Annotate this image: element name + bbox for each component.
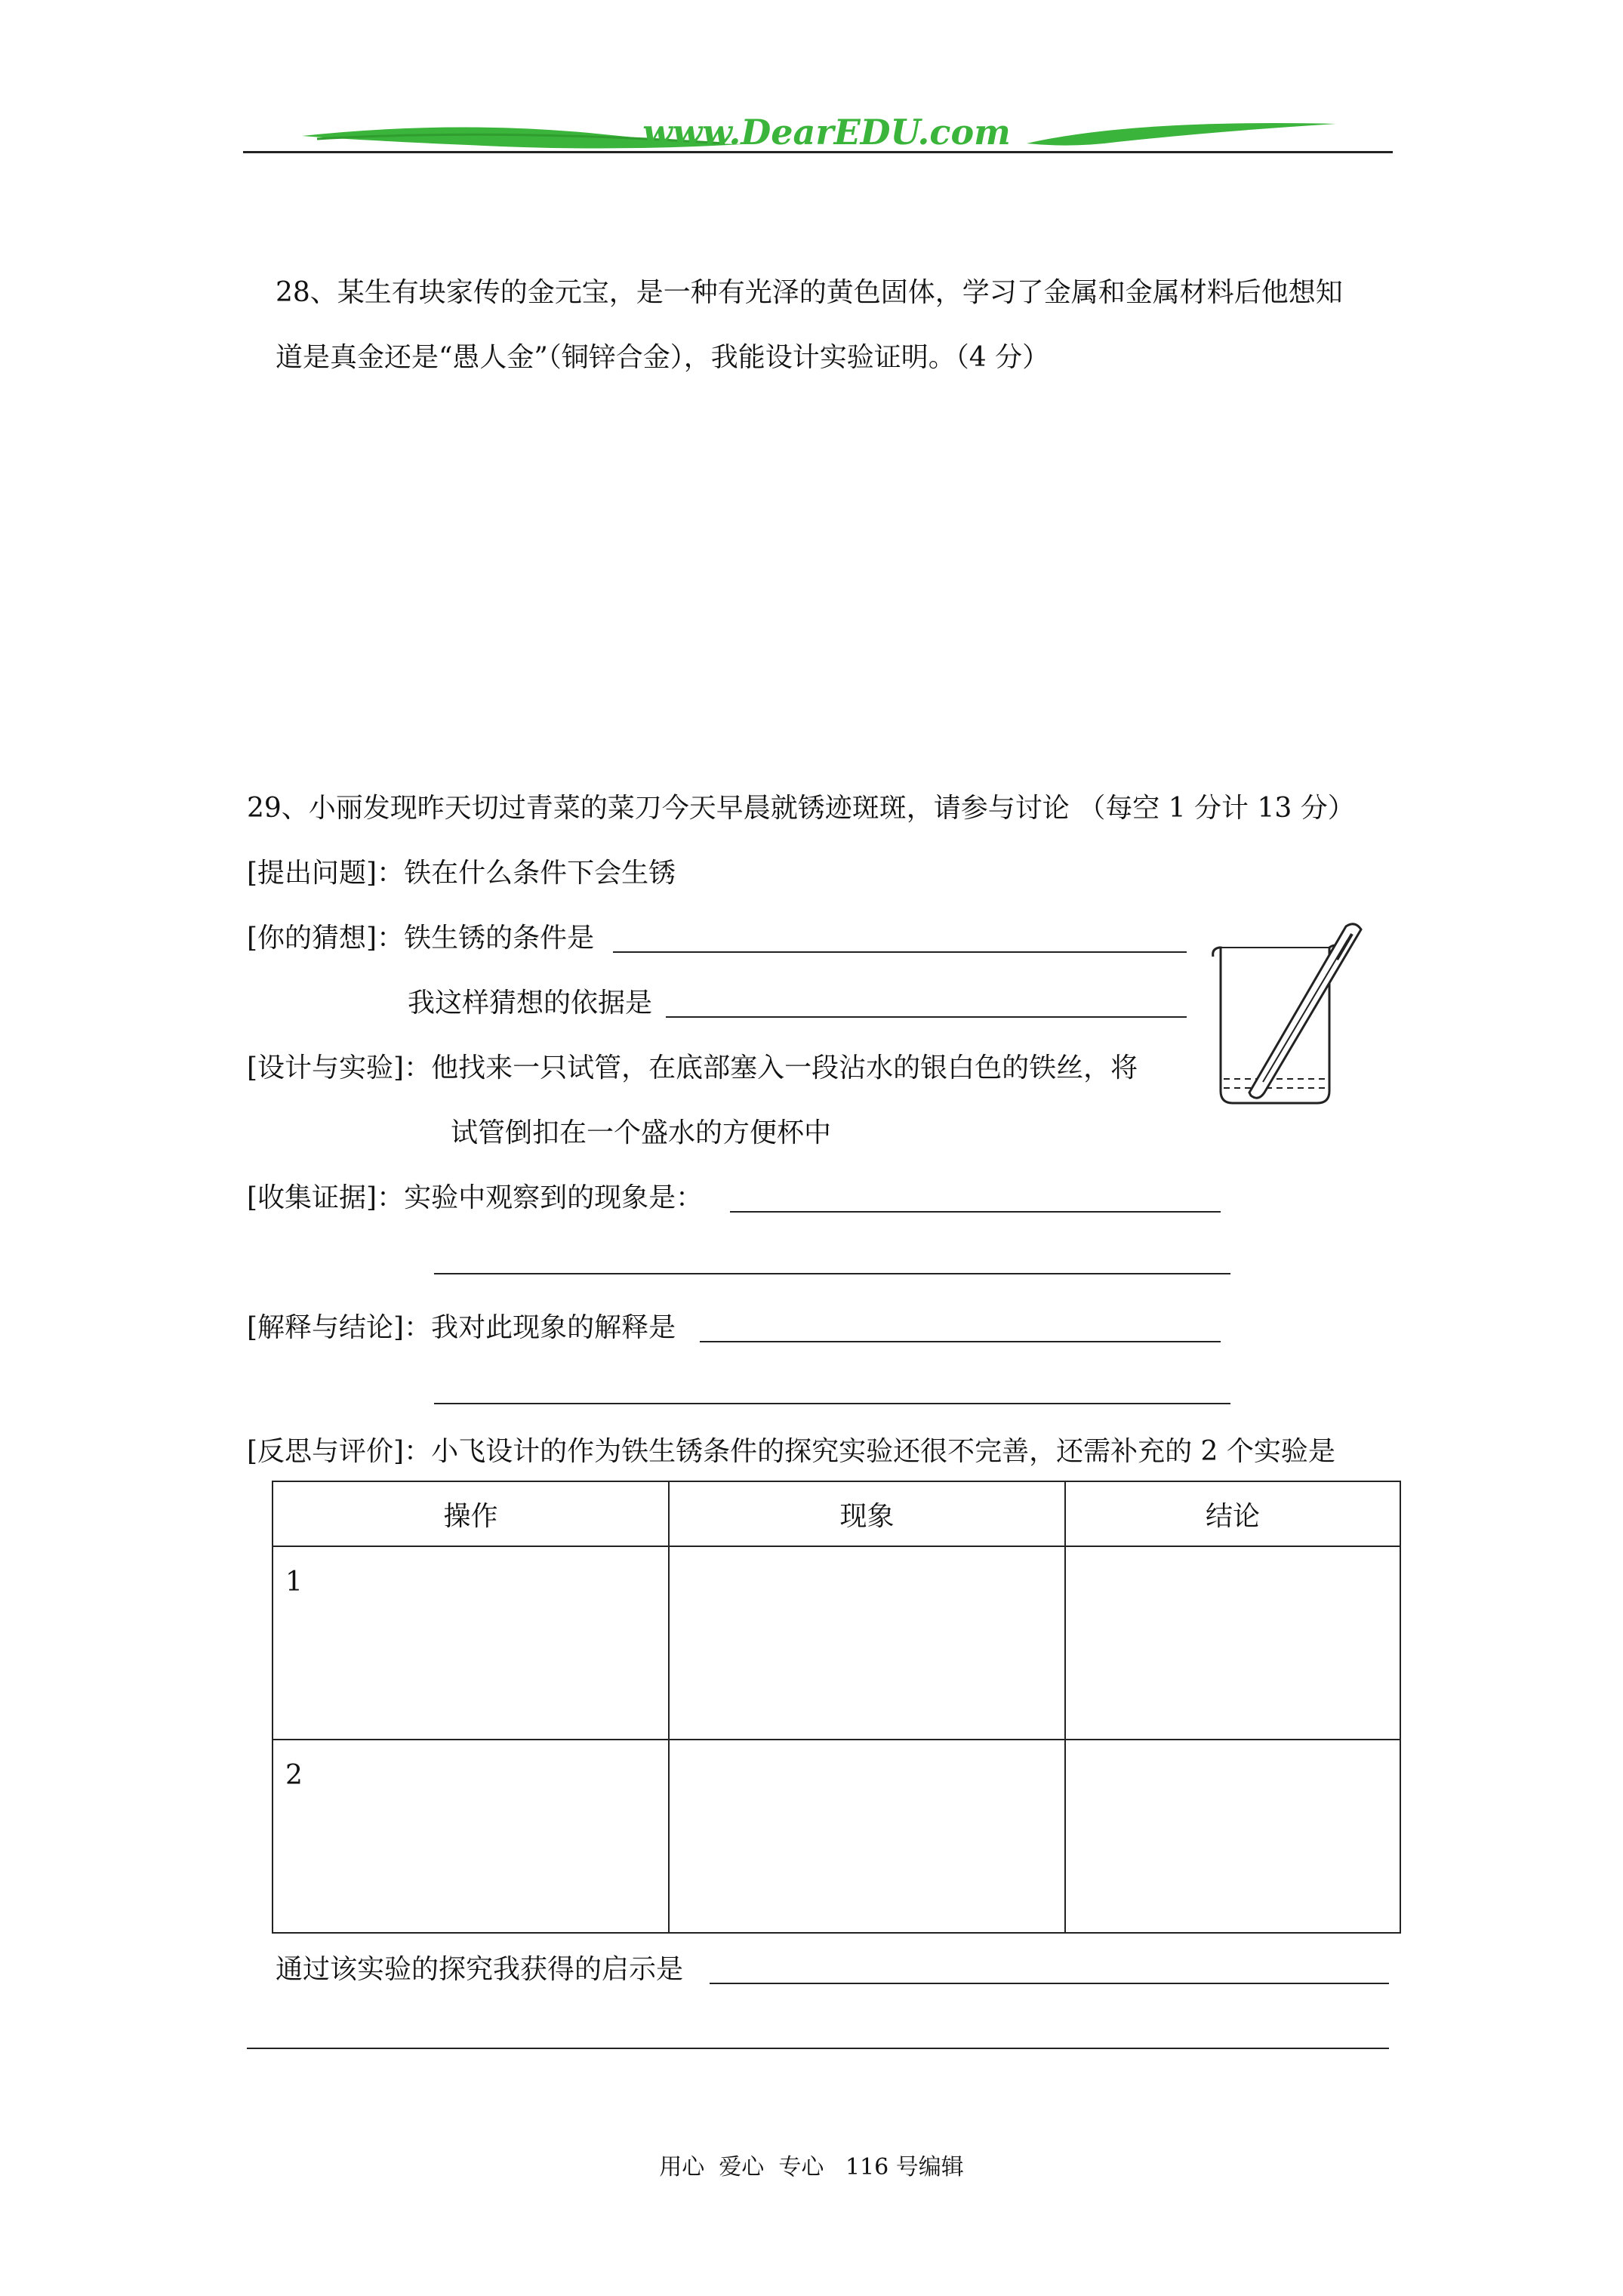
evidence-answer-blank-1[interactable] (730, 1211, 1221, 1213)
operation-cell-1[interactable] (273, 1546, 669, 1740)
explain-row (247, 1311, 676, 1345)
evidence-row (247, 1182, 703, 1215)
insight-answer-blank-1[interactable] (710, 1983, 1389, 1984)
explain-answer-blank-1[interactable] (700, 1341, 1221, 1342)
beaker-test-tube-illustration (1204, 917, 1378, 1114)
row-number: 2 (285, 1760, 303, 1791)
table-header-row (273, 1481, 1400, 1546)
question-row (247, 857, 676, 890)
question-text: 铁在什么条件下会生锈 (404, 858, 676, 889)
table-row (273, 1740, 1400, 1933)
design-row (247, 1052, 1138, 1085)
basis-answer-blank[interactable] (666, 1016, 1187, 1018)
evidence-label: [收集证据]： (247, 1182, 405, 1213)
conclusion-cell-2[interactable] (1065, 1740, 1400, 1933)
guess-text: 铁生锈的条件是 (404, 923, 595, 954)
header-operation: 操作 (273, 1481, 669, 1546)
header-logo (272, 106, 1404, 166)
evidence-answer-blank-2[interactable] (434, 1273, 1230, 1274)
insight-text: 通过该实验的探究我获得的启示是 (276, 1954, 684, 1985)
q28-line-1: 28、某生有块家传的金元宝，是一种有光泽的黄色固体，学习了金属和金属材料后他想知 (276, 277, 1343, 308)
header-rule (243, 151, 1393, 153)
conclusion-cell-1[interactable] (1065, 1546, 1400, 1740)
header-conclusion: 结论 (1065, 1481, 1400, 1546)
phenomenon-cell-1[interactable] (669, 1546, 1065, 1740)
guess-row (247, 922, 594, 955)
reflect-label: [反思与评价]： (247, 1436, 432, 1467)
basis-text: 我这样猜想的依据是 (408, 988, 653, 1019)
explain-text: 我对此现象的解释是 (431, 1312, 676, 1343)
design-label: [设计与实验]： (247, 1052, 432, 1083)
operation-cell-2[interactable] (273, 1740, 669, 1933)
footer-text: 用心 爱心 专心 116 号编辑 (659, 2154, 964, 2180)
table-row (273, 1546, 1400, 1740)
question-label: [提出问题]： (247, 858, 405, 889)
evidence-text: 实验中观察到的现象是： (404, 1182, 704, 1213)
design-text-2: 试管倒扣在一个盛水的方便杯中 (451, 1117, 832, 1148)
q29-intro: 29、小丽发现昨天切过青菜的菜刀今天早晨就锈迹斑斑，请参与讨论 （每空 1 分计 13 分） (247, 793, 1355, 824)
reflect-row (247, 1435, 1335, 1469)
header-phenomenon: 现象 (669, 1481, 1065, 1546)
q28-line-2: 道是真金还是“愚人金”（铜锌合金），我能设计实验证明。（4 分） (276, 342, 1050, 373)
guess-label: [你的猜想]： (247, 923, 405, 954)
logo-text: www.DearEDU.com (642, 112, 1011, 153)
guess-answer-blank[interactable] (613, 951, 1187, 953)
design-text-1: 他找来一只试管，在底部塞入一段沾水的银白色的铁丝，将 (431, 1052, 1138, 1083)
explain-answer-blank-2[interactable] (434, 1403, 1230, 1404)
reflect-text: 小飞设计的作为铁生锈条件的探究实验还很不完善，还需补充的 2 个实验是 (431, 1436, 1335, 1467)
insight-answer-blank-2[interactable] (247, 2048, 1389, 2049)
phenomenon-cell-2[interactable] (669, 1740, 1065, 1933)
explain-label: [解释与结论]： (247, 1312, 432, 1343)
experiment-table (272, 1481, 1401, 1934)
row-number: 1 (285, 1567, 303, 1598)
